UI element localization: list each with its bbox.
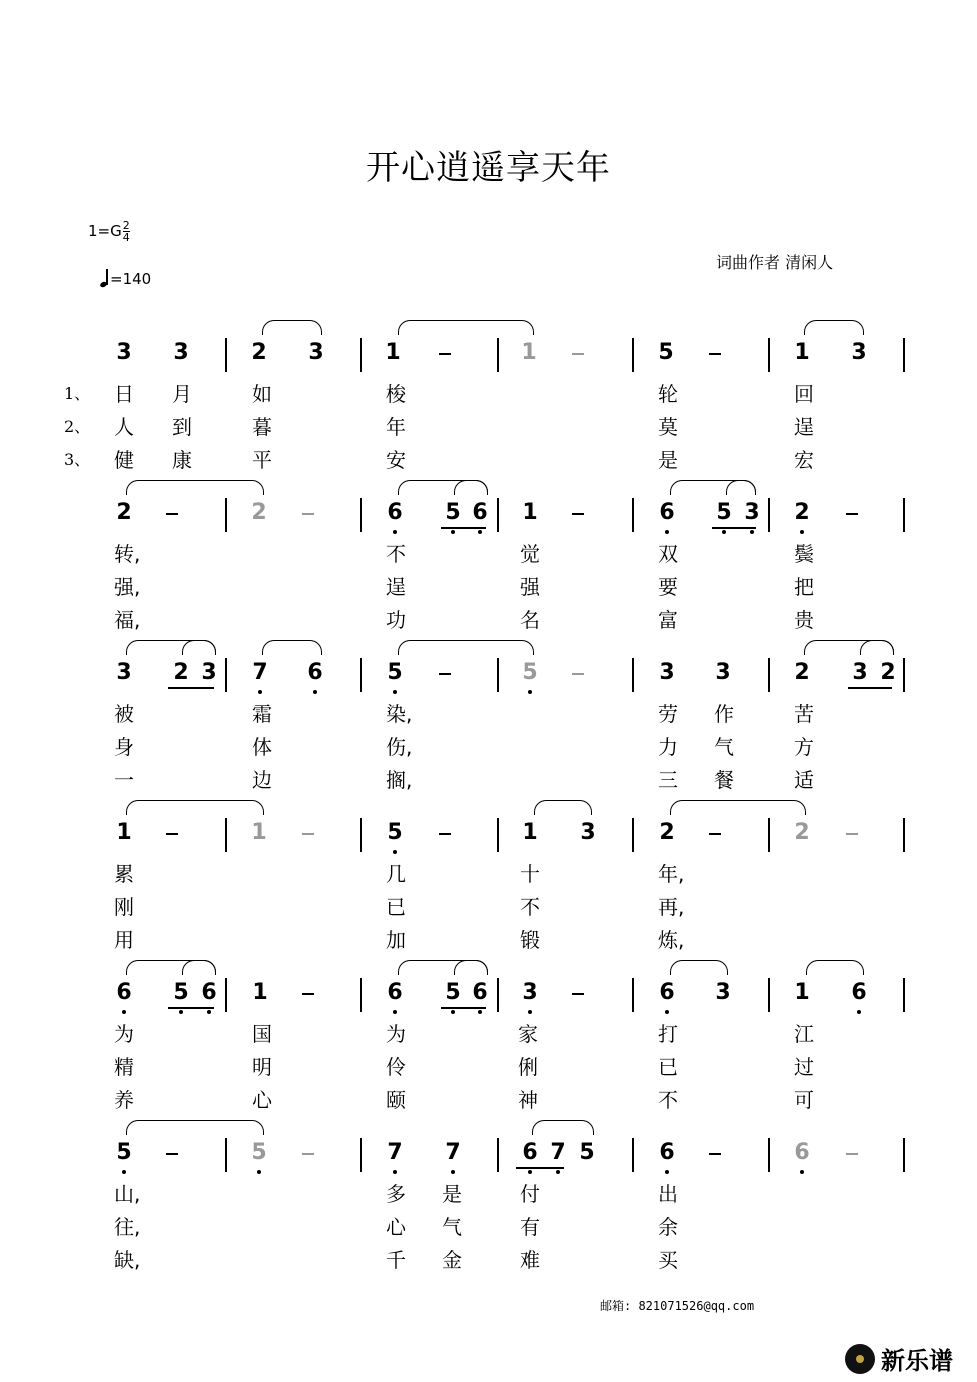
lyric-word: 方 [794,735,814,759]
slur-arc [262,640,322,655]
note: 2 [116,500,132,525]
lyric-word: 十 [520,862,540,886]
hold-dash [166,1153,178,1155]
eighth-underline [848,687,892,689]
lyric-word: 心 [386,1215,406,1239]
lyric-word: 被 [114,702,134,726]
slur-arc [398,640,534,655]
lyric-word: 千 [386,1248,406,1272]
note: 5 [579,1140,595,1165]
lyric-word: 轮 [658,382,678,406]
hold-dash [572,993,584,995]
note: 6 [468,500,492,526]
note: 5 [247,1140,271,1166]
lyric-word: 逞 [386,575,406,599]
lyric-word: 暮 [252,415,272,439]
note: 6 [197,980,221,1006]
bar-line [360,1138,362,1172]
slur-arc [126,480,264,495]
note: 5 [169,980,193,1006]
hold-dash [439,833,451,835]
bar-line [903,658,905,692]
slur-arc [126,800,264,815]
lyric-word: 出 [658,1182,678,1206]
lyric-word: 康 [172,448,192,472]
note: 1 [385,340,401,365]
bar-line [768,1138,770,1172]
note: 6 [303,660,327,686]
slur-arc [726,480,756,495]
bar-line [632,978,634,1012]
bar-line [903,338,905,372]
note: 3 [715,660,731,685]
lyric-word: 宏 [794,448,814,472]
eighth-underline [712,527,756,529]
lyric-word: 加 [386,928,406,952]
eighth-underline [516,1167,564,1169]
hold-dash [166,513,178,515]
note: 7 [248,660,272,686]
tempo-value: =140 [110,270,152,288]
note: 5 [658,340,674,365]
note: 6 [383,500,407,526]
bar-line [903,818,905,852]
note: 7 [546,1140,570,1166]
lyric-word: 难 [520,1248,540,1272]
slur-arc [806,960,864,975]
bar-line [903,498,905,532]
bar-line [497,978,499,1012]
slur-arc [182,960,216,975]
lyric-word: 多 [386,1182,406,1206]
lyric-word: 已 [386,895,406,919]
lyric-word: 要 [658,575,678,599]
record-disc-icon [845,1344,875,1374]
eighth-underline [441,1007,486,1009]
lyric-word: 国 [252,1022,272,1046]
note: 6 [518,1140,542,1166]
note: 3 [116,660,132,685]
note: 3 [173,340,189,365]
hold-dash [846,513,858,515]
lyric-word: 体 [252,735,272,759]
bar-line [632,338,634,372]
lyric-word: 山, [114,1182,141,1206]
lyric-word: 打 [658,1022,678,1046]
lyric-word: 安 [386,448,406,472]
lyric-word: 搁, [386,768,413,792]
slur-arc [126,1120,264,1135]
lyric-word: 已 [658,1055,678,1079]
note: 2 [790,500,814,526]
lyric-word: 往, [114,1215,141,1239]
bar-line [903,978,905,1012]
slur-arc [454,960,488,975]
lyric-word: 养 [114,1088,134,1112]
hold-dash [709,1153,721,1155]
lyric-word: 平 [252,448,272,472]
note: 1 [521,340,537,365]
time-sig-top: 2 [122,219,130,232]
lyric-word: 心 [252,1088,272,1112]
lyric-word: 边 [252,768,272,792]
note: 3 [580,820,596,845]
bar-line [225,498,227,532]
hold-dash [302,993,314,995]
hold-dash [302,513,314,515]
lyric-word: 适 [794,768,814,792]
lyric-word: 三 [658,768,678,792]
lyric-word: 劳 [658,702,678,726]
note: 2 [659,820,675,845]
lyric-word: 缺, [114,1248,141,1272]
note: 5 [518,660,542,686]
note: 2 [251,340,267,365]
author-credit: 词曲作者 清闲人 [716,253,834,272]
lyric-word: 几 [386,862,406,886]
key-signature [88,220,130,243]
lyric-word: 贵 [794,608,814,632]
lyric-word: 精 [114,1055,134,1079]
bar-line [497,1138,499,1172]
lyric-word: 颐 [386,1088,406,1112]
lyric-word: 名 [520,608,540,632]
note: 3 [201,660,217,685]
tempo-marking [100,269,151,288]
verse-number: 1、 [64,384,91,403]
hold-dash [572,353,584,355]
lyric-word: 有 [520,1215,540,1239]
bar-line [225,338,227,372]
bar-line [768,818,770,852]
bar-line [497,338,499,372]
lyric-word: 莫 [658,415,678,439]
lyric-word: 伶 [386,1055,406,1079]
lyric-word: 年 [386,415,406,439]
note: 5 [112,1140,136,1166]
bar-line [225,978,227,1012]
lyric-word: 锻 [520,928,540,952]
note: 6 [655,1140,679,1166]
lyric-word: 再, [658,895,685,919]
lyric-word: 刚 [114,895,134,919]
slur-arc [534,800,592,815]
lyric-word: 人 [114,415,134,439]
slur-arc [532,1120,594,1135]
note: 6 [655,500,679,526]
lyric-word: 气 [442,1215,462,1239]
lyric-word: 气 [714,735,734,759]
lyric-word: 明 [252,1055,272,1079]
note: 1 [794,340,810,365]
note: 6 [655,980,679,1006]
note: 6 [790,1140,814,1166]
lyric-word: 梭 [386,382,406,406]
lyric-word: 付 [520,1182,540,1206]
song-title: 开心逍遥享天年 [366,148,611,188]
lyric-word: 江 [794,1022,814,1046]
lyric-word: 染, [386,702,413,726]
slur-arc [262,320,322,335]
bar-line [632,498,634,532]
hold-dash [302,833,314,835]
lyric-word: 买 [658,1248,678,1272]
lyric-word: 觉 [520,542,540,566]
lyric-word: 炼, [658,928,685,952]
key-label: 1=G [88,222,122,240]
bar-line [632,1138,634,1172]
note: 5 [383,660,407,686]
lyric-word: 是 [442,1182,462,1206]
note: 3 [518,980,542,1006]
eighth-underline [441,527,486,529]
lyric-word: 健 [114,448,134,472]
bar-line [497,658,499,692]
lyric-word: 为 [386,1022,406,1046]
bar-line [360,338,362,372]
note: 2 [251,500,267,525]
hold-dash [166,833,178,835]
note: 3 [116,340,132,365]
hold-dash [846,833,858,835]
eighth-underline [168,1007,214,1009]
time-sig-bottom: 4 [122,231,130,244]
hold-dash [709,353,721,355]
note: 6 [847,980,871,1006]
bar-line [768,658,770,692]
hold-dash [709,833,721,835]
bar-line [768,978,770,1012]
note: 2 [794,660,810,685]
note: 1 [116,820,132,845]
note: 1 [522,500,538,525]
lyric-word: 到 [172,415,192,439]
bar-line [360,978,362,1012]
note: 3 [851,340,867,365]
bar-line [225,658,227,692]
note: 5 [712,500,736,526]
lyric-word: 余 [658,1215,678,1239]
hold-dash [439,673,451,675]
note: 7 [441,1140,465,1166]
hold-dash [572,513,584,515]
bar-line [768,338,770,372]
note: 6 [383,980,407,1006]
note: 1 [252,980,268,1005]
lyric-word: 福, [114,608,141,632]
lyric-word: 力 [658,735,678,759]
bar-line [360,818,362,852]
note: 2 [173,660,189,685]
lyric-word: 神 [518,1088,538,1112]
bar-line [632,818,634,852]
lyric-word: 把 [794,575,814,599]
note: 5 [383,820,407,846]
slur-arc [860,640,894,655]
note: 3 [740,500,764,526]
bar-line [768,498,770,532]
lyric-word: 强 [520,575,540,599]
hold-dash [439,353,451,355]
lyric-word: 强, [114,575,141,599]
bar-line [497,498,499,532]
lyric-word: 双 [658,542,678,566]
note: 2 [880,660,896,685]
logo-text: 新乐谱 [881,1347,953,1375]
hold-dash [572,673,584,675]
bar-line [360,498,362,532]
eighth-underline [168,687,214,689]
note: 1 [251,820,267,845]
lyric-word: 逞 [794,415,814,439]
bar-line [632,658,634,692]
lyric-word: 回 [794,382,814,406]
lyric-word: 用 [114,928,134,952]
note: 6 [468,980,492,1006]
lyric-word: 可 [794,1088,814,1112]
note: 3 [852,660,868,685]
slur-arc [804,320,864,335]
lyric-word: 俐 [518,1055,538,1079]
note: 5 [441,500,465,526]
note: 2 [794,820,810,845]
slur-arc [182,640,216,655]
note: 3 [715,980,731,1005]
lyric-word: 作 [714,702,734,726]
lyric-word: 餐 [714,768,734,792]
lyric-word: 月 [172,382,192,406]
lyric-word: 苦 [794,702,814,726]
note: 3 [659,660,675,685]
hold-dash [302,1153,314,1155]
hold-dash [846,1153,858,1155]
note: 5 [441,980,465,1006]
lyric-word: 金 [442,1248,462,1272]
verse-number: 3、 [64,450,91,469]
bar-line [497,818,499,852]
bar-line [225,818,227,852]
lyric-word: 伤, [386,735,413,759]
lyric-word: 身 [114,735,134,759]
lyric-word: 转, [114,542,141,566]
slur-arc [454,480,488,495]
lyric-word: 如 [252,382,272,406]
note: 1 [794,980,810,1005]
lyric-word: 为 [114,1022,134,1046]
lyric-word: 鬓 [794,542,814,566]
bar-line [225,1138,227,1172]
note: 3 [308,340,324,365]
note: 6 [112,980,136,1006]
lyric-word: 霜 [252,702,272,726]
quarter-note-icon [100,269,110,287]
lyric-word: 日 [114,382,134,406]
email-footer: 邮箱: 821071526@qq.com [600,1299,755,1313]
lyric-word: 不 [658,1088,678,1112]
slur-arc [398,320,534,335]
lyric-word: 功 [386,608,406,632]
lyric-word: 累 [114,862,134,886]
slur-arc [670,800,806,815]
lyric-word: 不 [386,542,406,566]
bar-line [903,1138,905,1172]
lyric-word: 家 [518,1022,538,1046]
site-logo [845,1341,953,1376]
lyric-word: 是 [658,448,678,472]
lyric-word: 过 [794,1055,814,1079]
bar-line [360,658,362,692]
note: 7 [383,1140,407,1166]
lyric-word: 富 [658,608,678,632]
lyric-word: 不 [520,895,540,919]
time-signature [123,220,130,243]
lyric-word: 年, [658,862,685,886]
verse-number: 2、 [64,417,91,436]
note: 1 [522,820,538,845]
slur-arc [670,960,728,975]
lyric-word: 一 [114,768,134,792]
